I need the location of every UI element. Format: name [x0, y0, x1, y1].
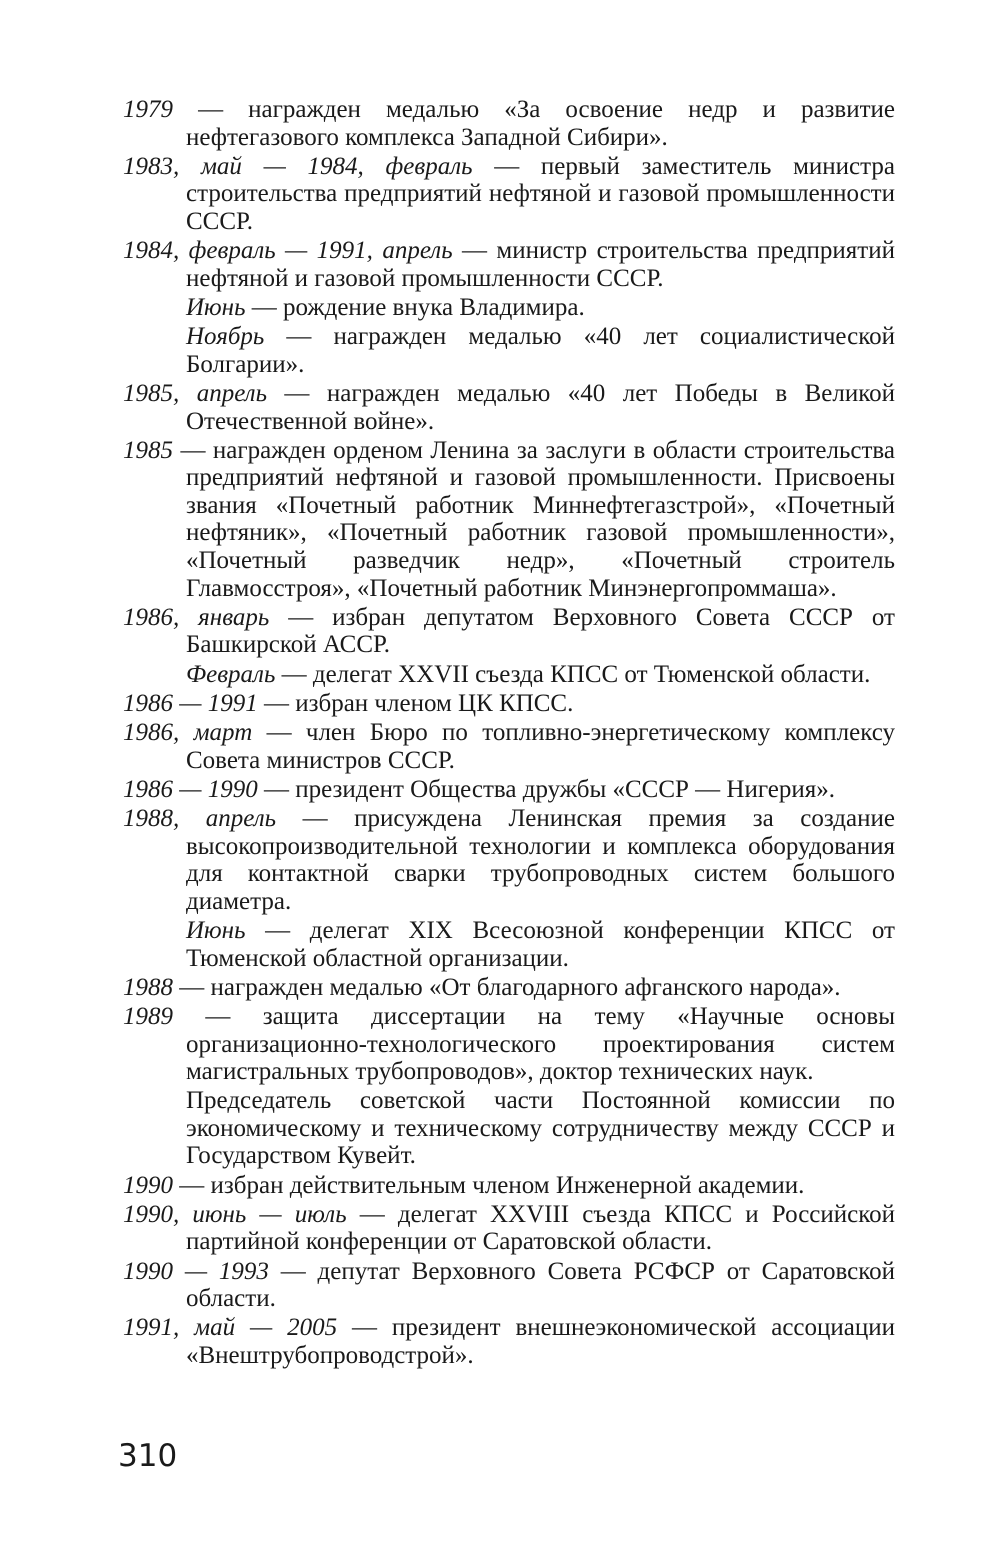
entry-date: 1986 — 1990: [123, 775, 258, 803]
entry-text: — избран членом ЦК КПСС.: [257, 689, 574, 717]
list-item: [123, 776, 895, 804]
entry-date: 1985, апрель: [123, 379, 267, 407]
entry-date: 1990: [123, 1171, 173, 1199]
list-item: [123, 153, 895, 236]
chronology-text: [123, 96, 895, 1371]
entry-date: 1988, апрель: [123, 804, 277, 832]
entry-text: — делегат XXVIII съезда КПСС и Российской партийной конференции от Саратовской области.: [186, 1200, 896, 1256]
entry-text: — делегат XIX Всесоюзной конференции КПСС от Тюменской областной организации.: [186, 916, 895, 972]
entry-text: — первый заместитель министра строительства предприятий нефтяной и газовой промышленности СССР.: [186, 152, 895, 235]
list-item: [123, 96, 895, 151]
entry-text: — награжден медалью «За освоение недр и развитие нефтегазового комплекса Западной Сибири».: [173, 96, 895, 151]
entry-date: Февраль: [186, 660, 276, 688]
entry-text: — присуждена Ленинская премия за создание высокопроизводительной технологии и комплекса оборудования для контактной сварки трубопроводных систем большого диаметра.: [186, 804, 895, 915]
entry-text: — награжден медалью «40 лет социалистической Болгарии».: [186, 323, 895, 378]
entry-date: 1979: [123, 96, 173, 123]
list-item: [123, 719, 895, 774]
list-item: [123, 437, 895, 603]
list-item: [123, 1258, 895, 1313]
list-item: [123, 604, 895, 659]
entry-text: — президент Общества дружбы «СССР — Нигерия».: [257, 775, 836, 803]
page-number: 310: [118, 1438, 178, 1474]
entry-text: — награжден медалью «40 лет Победы в Великой Отечественной войне».: [186, 379, 895, 435]
list-item: [123, 1201, 895, 1256]
entry-date: 1984, февраль — 1991, апрель: [123, 237, 453, 265]
entry-date: 1986, март: [123, 719, 253, 746]
entry-date: 1985: [123, 436, 173, 464]
entry-text: — награжден медалью «От благодарного афганского народа».: [173, 973, 841, 1001]
entry-date: Июнь: [186, 916, 246, 944]
list-item: [123, 1087, 895, 1170]
list-item: [123, 1003, 895, 1086]
list-item: [123, 661, 895, 689]
list-item: [123, 1172, 895, 1200]
entry-date: 1986, январь: [123, 603, 270, 631]
entry-text: — награжден орденом Ленина за заслуги в области строительства предприятий нефтяной и газовой промышленности. Присвоены звания «Почетный работник Миннефтегазстрой», «Почетный нефтяник», «Почетный работник газовой промышленности», «Почетный разведчик недр», «Почетный строитель Главмосстроя», «Почетный работник Минэнергопроммаша».: [173, 436, 895, 602]
entry-date: 1983, май — 1984, февраль: [123, 152, 473, 180]
entry-text: — делегат XXVII съезда КПСС от Тюменской области.: [275, 660, 871, 688]
entry-date: 1988: [123, 973, 173, 1001]
list-item: [123, 237, 895, 292]
entry-date: 1990, июнь — июль: [123, 1200, 347, 1228]
entry-text: — избран депутатом Верховного Совета СССР от Башкирской АССР.: [186, 603, 895, 659]
entry-date: 1990 — 1993: [123, 1257, 269, 1285]
entry-date: Ноябрь: [186, 323, 265, 351]
list-item: [123, 974, 895, 1002]
list-item: [123, 380, 895, 435]
entry-text: — президент внешнеэкономической ассоциации «Внештрубопроводстрой».: [186, 1314, 895, 1369]
entry-text: — депутат Верховного Совета РСФСР от Саратовской области.: [186, 1257, 895, 1313]
list-item: [123, 805, 895, 915]
list-item: [123, 917, 895, 972]
entry-date: Июнь: [186, 293, 246, 321]
entry-text: — избран действительным членом Инженерной академии.: [173, 1171, 805, 1199]
list-item: [123, 323, 895, 378]
entry-text: Председатель советской части Постоянной комиссии по экономическому и техническому сотрудничеству между СССР и Государством Кувейт.: [186, 1087, 895, 1170]
list-item: [123, 690, 895, 718]
entry-date: 1989: [123, 1002, 173, 1030]
list-item: [123, 294, 895, 322]
entry-text: — защита диссертации на тему «Научные основы организационно-технологического проектирования систем магистральных трубопроводов», доктор технических наук.: [173, 1002, 895, 1086]
list-item: [123, 1314, 895, 1369]
entry-text: — министр строительства предприятий нефтяной и газовой промышленности СССР.: [186, 237, 895, 292]
entry-text: — член Бюро по топливно-энергетическому комплексу Совета министров СССР.: [186, 719, 895, 774]
entry-date: 1991, май — 2005: [123, 1314, 338, 1342]
entry-text: — рождение внука Владимира.: [245, 293, 585, 321]
entry-date: 1986 — 1991: [123, 689, 258, 717]
